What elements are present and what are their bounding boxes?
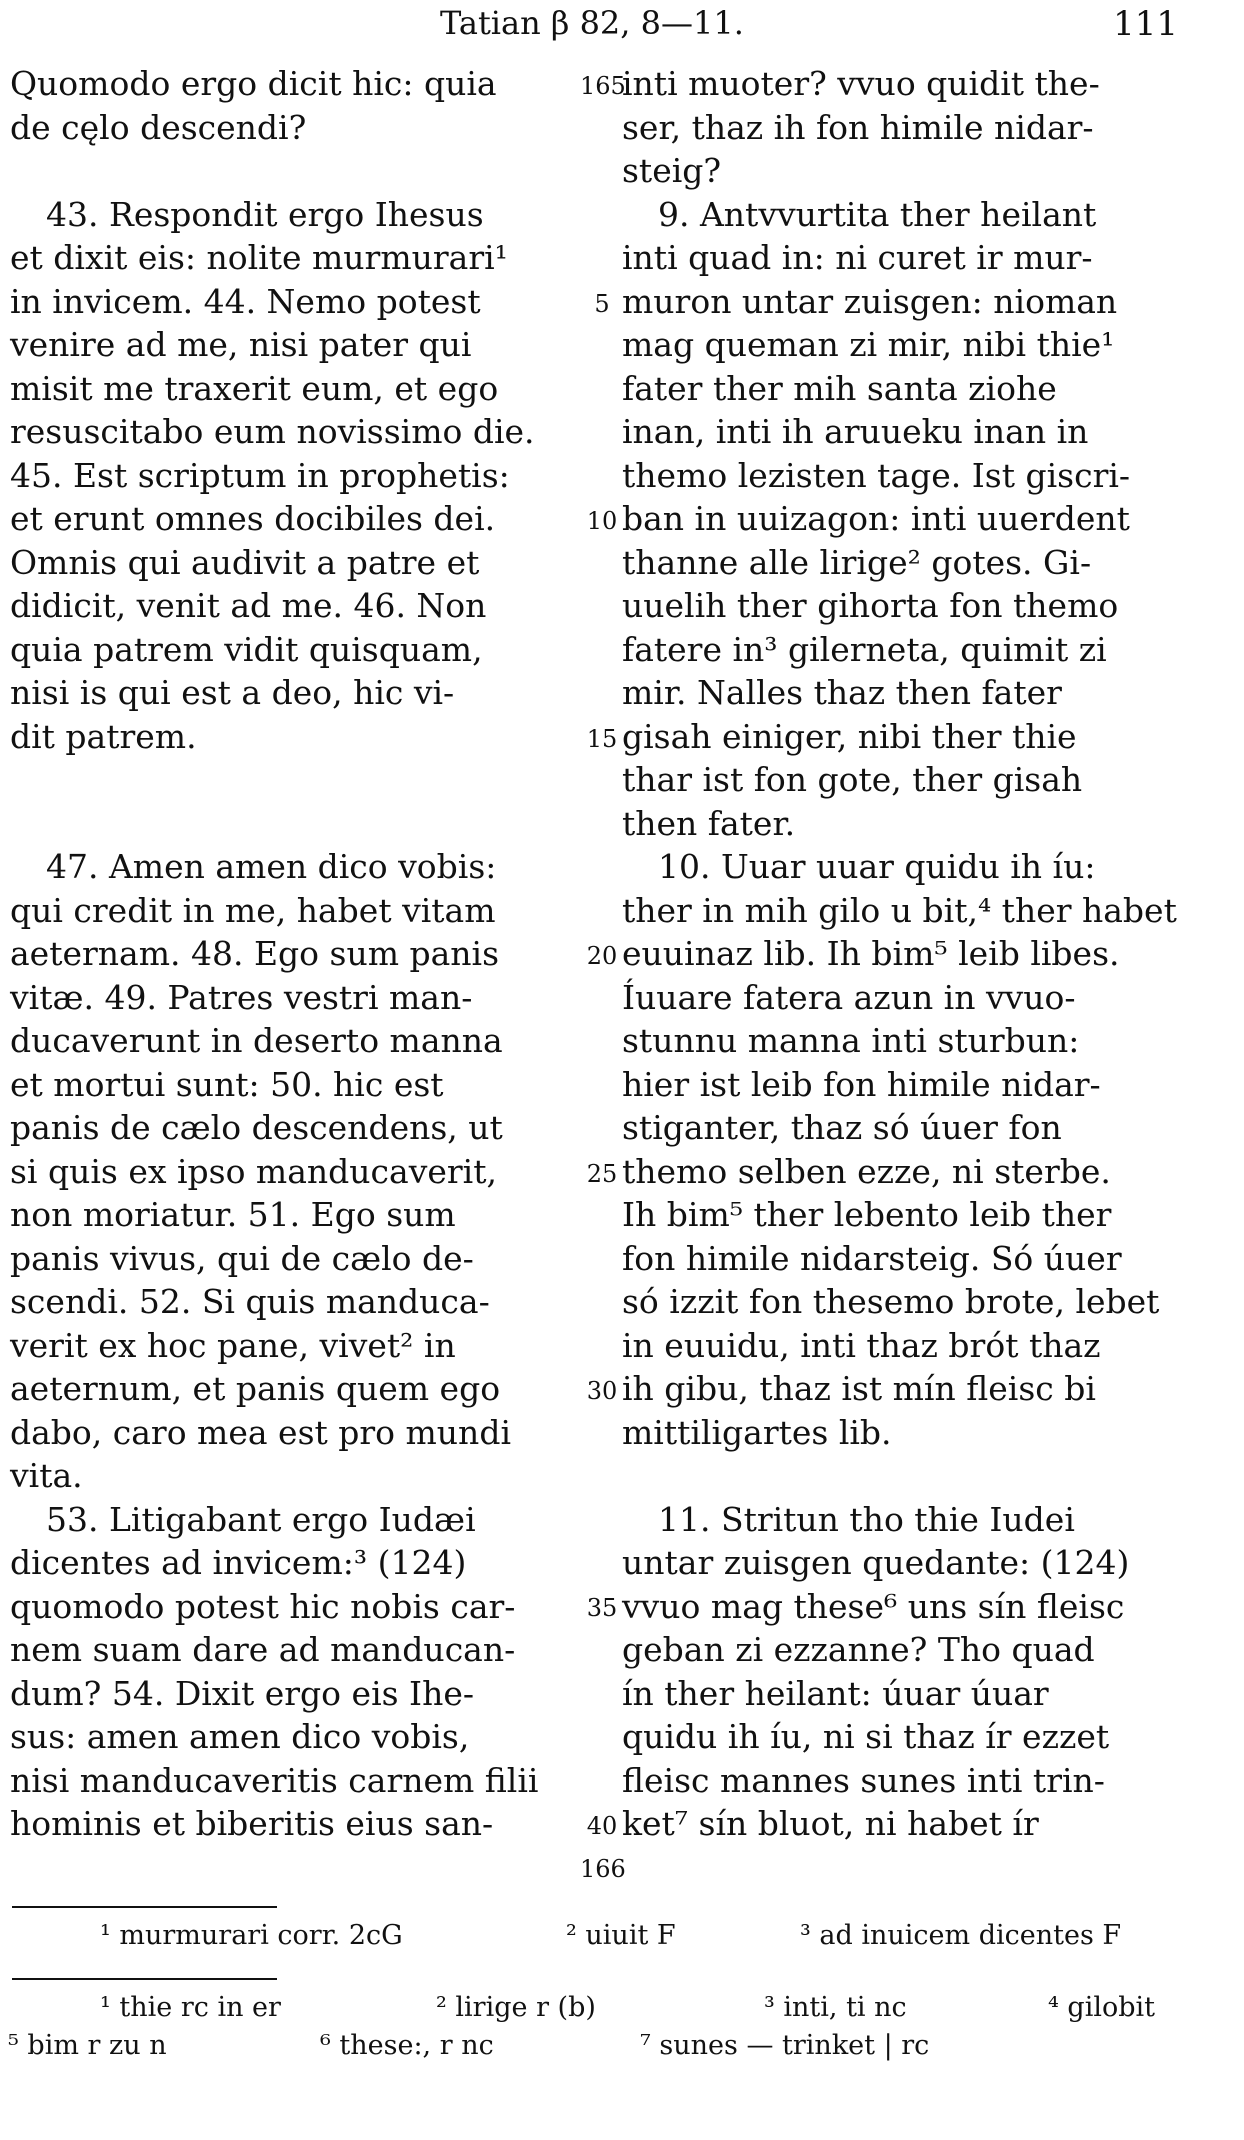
- latin-line: scendi. 52. Si quis manduca-: [10, 1282, 490, 1321]
- latin-line: quomodo potest hic nobis car-: [10, 1586, 516, 1626]
- line-number: 35: [586, 1594, 618, 1622]
- german-line: then fater.: [622, 803, 796, 843]
- page-number: 111: [1113, 4, 1178, 44]
- german-line: stiganter, thaz só úuer fon: [622, 1108, 1062, 1147]
- latin-line: et mortui sunt: 50. hic est: [10, 1064, 444, 1104]
- german-line: inti quad in: ni curet ir mur-: [622, 238, 1093, 277]
- german-line: ín ther heilant: úuar úuar: [622, 1673, 1049, 1713]
- german-line: inti muoter? vvuo quidit the-: [622, 64, 1100, 103]
- latin-line: qui credit in me, habet vitam: [10, 890, 496, 930]
- german-line: themo selben ezze, ni sterbe.: [622, 1151, 1111, 1191]
- latin-line: aeternam. 48. Ego sum panis: [10, 934, 500, 973]
- german-line: ket⁷ sín bluot, ni habet ír: [622, 1804, 1039, 1843]
- line-number: 20: [586, 942, 618, 970]
- latin-line: Quomodo ergo dicit hic: quia: [10, 64, 497, 103]
- footnote-rule: [12, 1978, 277, 1980]
- german-column: [622, 62, 1182, 1846]
- latin-line: et erunt omnes docibiles dei.: [10, 499, 496, 538]
- german-line: só izzit fon thesemo brote, lebet: [622, 1282, 1160, 1321]
- latin-line: dum? 54. Dixit ergo eis Ihe-: [10, 1673, 475, 1713]
- latin-line: ducaverunt in deserto manna: [10, 1021, 503, 1060]
- latin-line: nisi manducaveritis carnem filii: [10, 1760, 539, 1800]
- footnote: ¹ thie rc in er: [100, 1992, 281, 2023]
- latin-line: 43. Respondit ergo Ihesus: [46, 194, 484, 234]
- german-line: mir. Nalles thaz then fater: [622, 673, 1062, 712]
- german-line: thanne alle lirige² gotes. Gi-: [622, 542, 1092, 582]
- line-number: 25: [586, 1160, 618, 1188]
- german-line: themo lezisten tage. Ist giscri-: [622, 455, 1131, 495]
- latin-line: [10, 758, 585, 802]
- latin-line: dabo, caro mea est pro mundi: [10, 1412, 511, 1452]
- latin-line: dit patrem.: [10, 716, 197, 756]
- latin-line: didicit, venit ad me. 46. Non: [10, 586, 487, 625]
- running-title: Tatian β 82, 8—11.: [440, 4, 744, 42]
- german-line: 10. Uuar uuar quidu ih íu:: [658, 847, 1096, 886]
- german-line: thar ist fon gote, ther gisah: [622, 760, 1083, 799]
- german-line: mittiligartes lib.: [622, 1412, 892, 1452]
- german-line: mag queman zi mir, nibi thie¹: [622, 325, 1115, 364]
- latin-line: 53. Litigabant ergo Iudæi: [46, 1499, 476, 1539]
- latin-line: aeternum, et panis quem ego: [10, 1369, 501, 1408]
- footnote-rule: [12, 1906, 277, 1908]
- line-number: 40: [586, 1812, 618, 1840]
- footnote: ¹ murmurari corr. 2cG: [100, 1920, 403, 1951]
- german-line: geban zi ezzanne? Tho quad: [622, 1630, 1095, 1669]
- german-line: vvuo mag these⁶ uns sín fleisc: [622, 1586, 1125, 1626]
- german-line: [622, 1454, 1182, 1498]
- footnote: ⁴ gilobit: [1048, 1992, 1155, 2023]
- german-line: stunnu manna inti sturbun:: [622, 1021, 1080, 1060]
- latin-line: hominis et biberitis eius san-: [10, 1804, 494, 1843]
- line-number: 15: [586, 725, 618, 753]
- line-number: 30: [586, 1377, 618, 1405]
- latin-line: misit me traxerit eum, et ego: [10, 368, 499, 408]
- footnote: ⁷ sunes — trinket | rc: [640, 2030, 930, 2061]
- german-line: untar zuisgen quedante: (124): [622, 1543, 1130, 1582]
- latin-line: de cęlo descendi?: [10, 107, 307, 147]
- german-line: Ih bim⁵ ther lebento leib ther: [622, 1195, 1112, 1234]
- latin-line: vitæ. 49. Patres vestri man-: [10, 977, 473, 1017]
- latin-line: sus: amen amen dico vobis,: [10, 1717, 470, 1756]
- latin-line: panis vivus, qui de cælo de-: [10, 1238, 474, 1278]
- latin-line: nem suam dare ad manducan-: [10, 1630, 516, 1669]
- footnote: ² lirige r (b): [436, 1992, 596, 2023]
- german-line: fatere in³ gilerneta, quimit zi: [622, 629, 1107, 669]
- latin-line: [10, 802, 585, 846]
- latin-line: non moriatur. 51. Ego sum: [10, 1195, 456, 1234]
- footnote: ³ inti, ti nc: [764, 1992, 907, 2023]
- line-number: 165: [580, 72, 626, 100]
- german-line: ban in uuizagon: inti uuerdent: [622, 499, 1130, 538]
- latin-line: 47. Amen amen dico vobis:: [46, 847, 497, 886]
- footnote: ³ ad inuicem dicentes F: [800, 1920, 1122, 1951]
- german-line: steig?: [622, 151, 722, 190]
- page-header: [0, 4, 1244, 54]
- latin-column: [10, 62, 585, 1846]
- german-line: hier ist leib fon himile nidar-: [622, 1064, 1101, 1104]
- line-number: 166: [580, 1855, 626, 1883]
- german-line: muron untar zuisgen: nioman: [622, 281, 1118, 321]
- latin-line: verit ex hoc pane, vivet² in: [10, 1325, 456, 1365]
- german-line: ser, thaz ih fon himile nidar-: [622, 107, 1094, 147]
- latin-line: si quis ex ipso manducaverit,: [10, 1151, 497, 1191]
- german-line: 9. Antvvurtita ther heilant: [658, 194, 1097, 234]
- latin-line: et dixit eis: nolite murmurari¹: [10, 238, 508, 277]
- german-line: in euuidu, inti thaz brót thaz: [622, 1325, 1101, 1365]
- footnote: ⁶ these:, r nc: [320, 2030, 494, 2061]
- latin-line: panis de cælo descendens, ut: [10, 1108, 503, 1147]
- german-line: 11. Stritun tho thie Iudei: [658, 1499, 1075, 1539]
- german-line: fleisc mannes sunes inti trin-: [622, 1760, 1105, 1800]
- latin-line: Omnis qui audivit a patre et: [10, 542, 480, 582]
- latin-line: [10, 149, 585, 193]
- german-line: fon himile nidarsteig. Só úuer: [622, 1238, 1122, 1278]
- german-line: quidu ih íu, ni si thaz ír ezzet: [622, 1717, 1110, 1756]
- line-number: 5: [594, 290, 610, 318]
- footnote: ⁵ bim r zu n: [8, 2030, 167, 2061]
- latin-line: quia patrem vidit quisquam,: [10, 629, 483, 669]
- line-number: 10: [586, 507, 618, 535]
- latin-line: resuscitabo eum novissimo die.: [10, 412, 535, 451]
- latin-line: nisi is qui est a deo, hic vi-: [10, 673, 455, 712]
- latin-line: venire ad me, nisi pater qui: [10, 325, 472, 364]
- footnote: ² uiuit F: [566, 1920, 676, 1951]
- german-line: Íuuare fatera azun in vvuo-: [622, 977, 1076, 1017]
- latin-line: in invicem. 44. Nemo potest: [10, 281, 481, 321]
- latin-line: 45. Est scriptum in prophetis:: [10, 455, 510, 495]
- german-line: ther in mih gilo u bit,⁴ ther habet: [622, 890, 1177, 930]
- german-line: euuinaz lib. Ih bim⁵ leib libes.: [622, 934, 1120, 973]
- german-line: uuelih ther gihorta fon themo: [622, 586, 1119, 625]
- latin-line: dicentes ad invicem:³ (124): [10, 1543, 467, 1582]
- german-line: ih gibu, thaz ist mín fleisc bi: [622, 1369, 1096, 1408]
- latin-line: vita.: [10, 1456, 83, 1495]
- german-line: gisah einiger, nibi ther thie: [622, 716, 1077, 756]
- german-line: fater ther mih santa ziohe: [622, 368, 1057, 408]
- german-line: inan, inti ih aruueku inan in: [622, 412, 1089, 451]
